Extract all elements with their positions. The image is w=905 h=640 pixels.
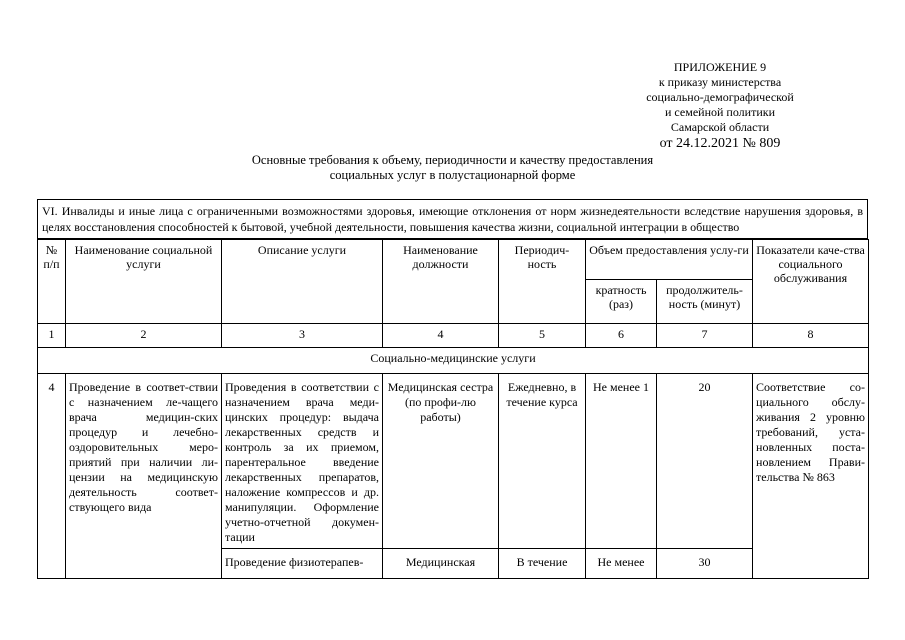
appendix-line-4: Самарской области (670, 120, 770, 134)
column-number: 5 (499, 324, 586, 348)
header-description: Описание услуги (222, 240, 383, 324)
section-heading: VI. Инвалиды и иные лица с ограниченными возможностями здоровья, имеющие отклонения от норм жизнедеятельности вследствие нарушения здоровья, в целях восстановления способностей к бытовой, учебной деятельности, повышения качества жизни, социальной интеграции в общество (37, 199, 868, 239)
column-number: 7 (657, 324, 753, 348)
column-number: 4 (383, 324, 499, 348)
header-volume: Объем предоставления услу-ги (586, 240, 753, 280)
row-frequency: Не менее 1 (586, 374, 657, 549)
row-duration: 30 (657, 549, 753, 579)
document-title-line-1: Основные требования к объему, периодичности и качеству предоставления (251, 153, 654, 167)
header-periodicity: Периодич-ность (499, 240, 586, 324)
appendix-title: ПРИЛОЖЕНИЕ 9 (673, 60, 767, 74)
document-title-line-2: социальных услуг в полустационарной форме (329, 168, 576, 182)
row-num: 4 (38, 374, 66, 579)
appendix-line-1: к приказу министерства (658, 75, 782, 89)
appendix-header (600, 60, 840, 152)
table-row (38, 374, 869, 549)
row-periodicity: Ежедневно, в течение курса (499, 374, 586, 549)
header-service-name: Наименование социальной услуги (66, 240, 222, 324)
header-quality: Показатели каче-ства социального обслуживания (753, 240, 869, 324)
row-description: Проведение физиотерапев- (222, 549, 383, 579)
column-numbers-row (38, 324, 869, 348)
column-number: 1 (38, 324, 66, 348)
row-description: Проведения в соответствии с назначением врача меди-цинских процедур: выдача лекарственных средств и контроль за их приемом, парентеральное введение лекарственных препаратов, наложение компрессов и др. манипуляции. Оформление учетно-отчетной докумен-тации (222, 374, 383, 549)
header-frequency: кратность (раз) (586, 280, 657, 324)
appendix-line-2: социально-демографической (646, 90, 794, 104)
header-position: Наименование должности (383, 240, 499, 324)
column-number: 8 (753, 324, 869, 348)
row-duration: 20 (657, 374, 753, 549)
category-band: Социально-медицинские услуги (38, 348, 869, 374)
column-number: 2 (66, 324, 222, 348)
appendix-date: от 24.12.2021 № 809 (659, 136, 781, 151)
column-number: 3 (222, 324, 383, 348)
row-service-name: Проведение в соответ-ствии с назначением ле-чащего врача медицин-ских процедур и лечебно-оздоровительных меро-приятий при наличии ли-цензии на медицинскую деятельность соответ-ствующего вида (66, 374, 222, 579)
header-num: № п/п (38, 240, 66, 324)
row-periodicity: В течение (499, 549, 586, 579)
table-header-row (38, 240, 869, 280)
appendix-line-3: и семейной политики (665, 105, 775, 119)
header-duration: продолжитель-ность (минут) (657, 280, 753, 324)
row-frequency: Не менее (586, 549, 657, 579)
services-table (37, 239, 869, 579)
row-position: Медицинская сестра (по профи-лю работы) (383, 374, 499, 549)
document-title (180, 153, 725, 183)
column-number: 6 (586, 324, 657, 348)
category-band-row (38, 348, 869, 374)
row-quality: Соответствие со-циального обслу-живания 2 уровню требований, уста-новленных поста-новлением Прави-тельства № 863 (753, 374, 869, 579)
row-position: Медицинская (383, 549, 499, 579)
